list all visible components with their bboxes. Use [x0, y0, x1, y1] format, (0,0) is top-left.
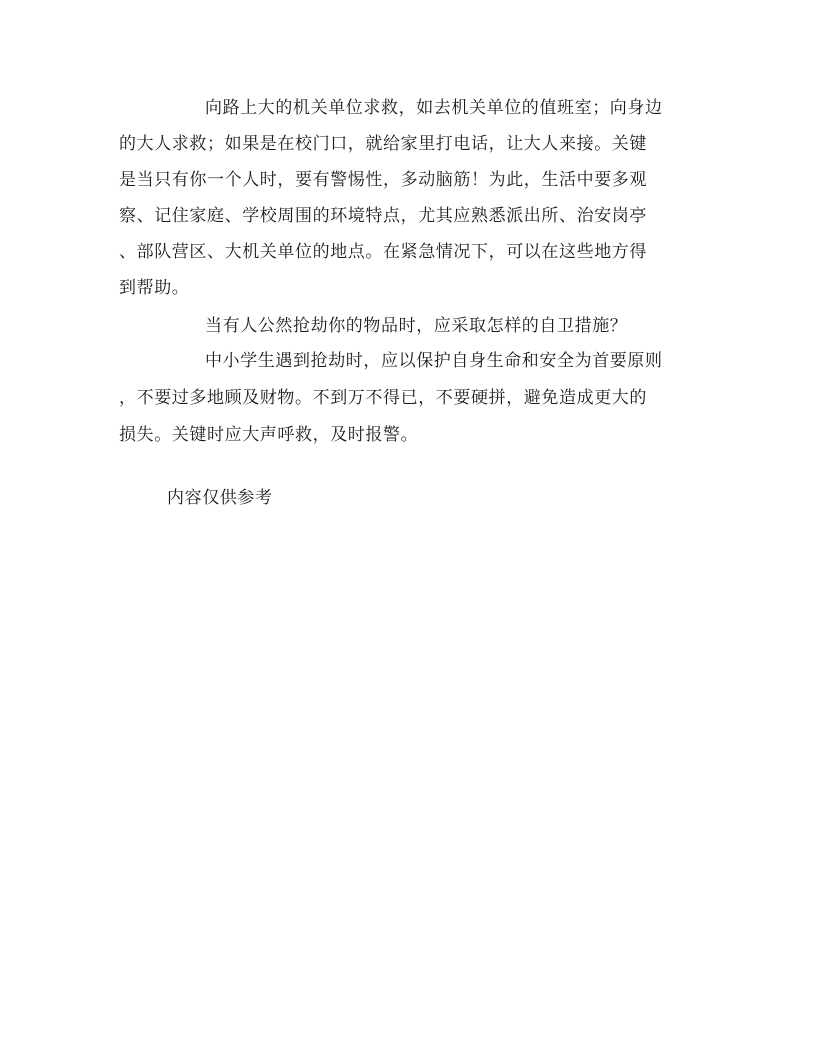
paragraph-2-line-1: 中小学生遇到抢劫时，应以保护自身生命和安全为首要原则	[205, 351, 663, 371]
paragraph-1-line-5: 、部队营区、大机关单位的地点。在紧急情况下，可以在这些地方得	[119, 242, 647, 262]
footer-note: 内容仅供参考	[167, 488, 273, 508]
paragraph-1-line-4: 察、记住家庭、学校周围的环境特点，尤其应熟悉派出所、治安岗亭	[119, 206, 647, 226]
paragraph-1-line-1: 向路上大的机关单位求救，如去机关单位的值班室；向身边	[205, 98, 663, 118]
paragraph-2-line-3: 损失。关键时应大声呼救，及时报警。	[119, 425, 419, 445]
paragraph-2-line-2: ，不要过多地顾及财物。不到万不得已，不要硬拼，避免造成更大的	[119, 388, 647, 408]
question-heading: 当有人公然抢劫你的物品时，应采取怎样的自卫措施？	[205, 316, 628, 336]
paragraph-1-line-2: 的大人求救；如果是在校门口，就给家里打电话，让大人来接。关键	[119, 134, 647, 154]
paragraph-1-line-6: 到帮助。	[119, 278, 190, 298]
paragraph-1-line-3: 是当只有你一个人时，要有警惕性，多动脑筋！为此，生活中要多观	[119, 170, 647, 190]
